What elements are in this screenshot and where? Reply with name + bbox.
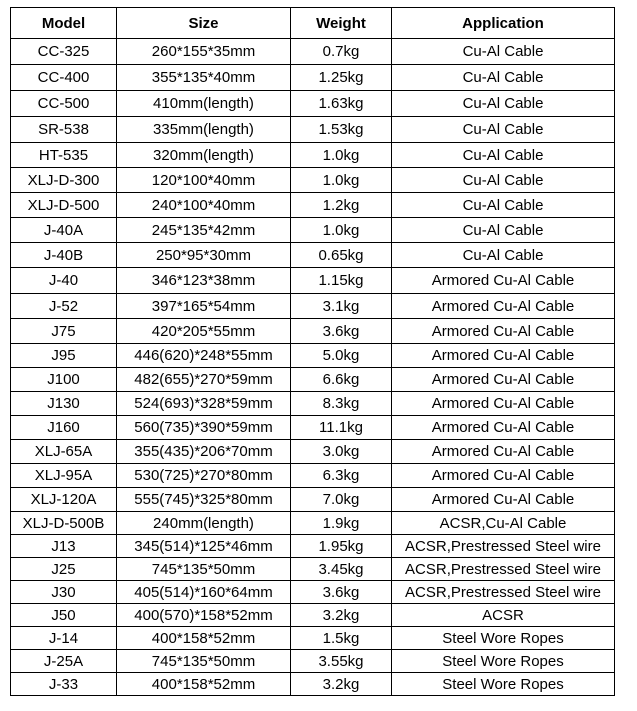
table-header xyxy=(11,8,615,39)
model-cell: J30 xyxy=(11,581,117,604)
size-cell: 420*205*55mm xyxy=(117,319,291,344)
size-cell: 400*158*52mm xyxy=(117,627,291,650)
model-cell: J-40B xyxy=(11,243,117,268)
application-cell: Cu-Al Cable xyxy=(392,168,615,193)
model-cell: J25 xyxy=(11,558,117,581)
model-cell: CC-400 xyxy=(11,65,117,91)
size-cell: 745*135*50mm xyxy=(117,558,291,581)
table-row xyxy=(11,512,615,535)
application-cell: Armored Cu-Al Cable xyxy=(392,319,615,344)
application-cell: Armored Cu-Al Cable xyxy=(392,368,615,392)
model-cell: J-52 xyxy=(11,294,117,319)
model-cell: J130 xyxy=(11,392,117,416)
weight-cell: 1.0kg xyxy=(291,218,392,243)
size-cell: 400(570)*158*52mm xyxy=(117,604,291,627)
header-size: Size xyxy=(117,8,291,39)
table-row xyxy=(11,143,615,168)
table-row xyxy=(11,39,615,65)
model-cell: XLJ-120A xyxy=(11,488,117,512)
model-cell: XLJ-D-500 xyxy=(11,193,117,218)
application-cell: ACSR,Prestressed Steel wire xyxy=(392,535,615,558)
table-row xyxy=(11,193,615,218)
size-cell: 530(725)*270*80mm xyxy=(117,464,291,488)
model-cell: J-33 xyxy=(11,673,117,696)
weight-cell: 1.2kg xyxy=(291,193,392,218)
table-row xyxy=(11,65,615,91)
table-row xyxy=(11,368,615,392)
size-cell: 397*165*54mm xyxy=(117,294,291,319)
size-cell: 346*123*38mm xyxy=(117,268,291,294)
application-cell: Cu-Al Cable xyxy=(392,117,615,143)
size-cell: 560(735)*390*59mm xyxy=(117,416,291,440)
weight-cell: 1.0kg xyxy=(291,168,392,193)
model-cell: J-40A xyxy=(11,218,117,243)
table-row xyxy=(11,604,615,627)
model-cell: XLJ-D-500B xyxy=(11,512,117,535)
size-cell: 245*135*42mm xyxy=(117,218,291,243)
table-row xyxy=(11,392,615,416)
model-cell: J75 xyxy=(11,319,117,344)
table-row xyxy=(11,673,615,696)
model-cell: J-25A xyxy=(11,650,117,673)
weight-cell: 1.25kg xyxy=(291,65,392,91)
model-cell: HT-535 xyxy=(11,143,117,168)
weight-cell: 1.53kg xyxy=(291,117,392,143)
weight-cell: 0.65kg xyxy=(291,243,392,268)
table-row xyxy=(11,168,615,193)
table-row xyxy=(11,344,615,368)
weight-cell: 3.2kg xyxy=(291,604,392,627)
table-row xyxy=(11,319,615,344)
application-cell: Cu-Al Cable xyxy=(392,243,615,268)
weight-cell: 6.3kg xyxy=(291,464,392,488)
model-cell: J100 xyxy=(11,368,117,392)
model-cell: J-14 xyxy=(11,627,117,650)
weight-cell: 11.1kg xyxy=(291,416,392,440)
application-cell: Steel Wore Ropes xyxy=(392,673,615,696)
weight-cell: 3.1kg xyxy=(291,294,392,319)
table-row xyxy=(11,268,615,294)
size-cell: 355*135*40mm xyxy=(117,65,291,91)
table-row xyxy=(11,627,615,650)
weight-cell: 3.55kg xyxy=(291,650,392,673)
weight-cell: 1.95kg xyxy=(291,535,392,558)
application-cell: Steel Wore Ropes xyxy=(392,650,615,673)
table-row xyxy=(11,440,615,464)
weight-cell: 0.7kg xyxy=(291,39,392,65)
application-cell: ACSR,Prestressed Steel wire xyxy=(392,558,615,581)
application-cell: Armored Cu-Al Cable xyxy=(392,488,615,512)
application-cell: Steel Wore Ropes xyxy=(392,627,615,650)
application-cell: ACSR,Prestressed Steel wire xyxy=(392,581,615,604)
model-cell: J13 xyxy=(11,535,117,558)
application-cell: ACSR,Cu-Al Cable xyxy=(392,512,615,535)
table-row xyxy=(11,218,615,243)
table-row xyxy=(11,535,615,558)
table-row xyxy=(11,243,615,268)
size-cell: 345(514)*125*46mm xyxy=(117,535,291,558)
application-cell: Armored Cu-Al Cable xyxy=(392,464,615,488)
application-cell: Cu-Al Cable xyxy=(392,65,615,91)
model-cell: XLJ-65A xyxy=(11,440,117,464)
size-cell: 482(655)*270*59mm xyxy=(117,368,291,392)
table-row xyxy=(11,488,615,512)
size-cell: 320mm(length) xyxy=(117,143,291,168)
application-cell: Armored Cu-Al Cable xyxy=(392,268,615,294)
size-cell: 260*155*35mm xyxy=(117,39,291,65)
application-cell: Cu-Al Cable xyxy=(392,39,615,65)
model-cell: XLJ-D-300 xyxy=(11,168,117,193)
application-cell: Cu-Al Cable xyxy=(392,143,615,168)
weight-cell: 3.45kg xyxy=(291,558,392,581)
weight-cell: 6.6kg xyxy=(291,368,392,392)
weight-cell: 3.6kg xyxy=(291,581,392,604)
model-cell: CC-325 xyxy=(11,39,117,65)
size-cell: 355(435)*206*70mm xyxy=(117,440,291,464)
table-row xyxy=(11,464,615,488)
size-cell: 745*135*50mm xyxy=(117,650,291,673)
model-cell: CC-500 xyxy=(11,91,117,117)
table-row xyxy=(11,581,615,604)
size-cell: 120*100*40mm xyxy=(117,168,291,193)
size-cell: 240mm(length) xyxy=(117,512,291,535)
size-cell: 335mm(length) xyxy=(117,117,291,143)
application-cell: Armored Cu-Al Cable xyxy=(392,440,615,464)
header-model: Model xyxy=(11,8,117,39)
size-cell: 410mm(length) xyxy=(117,91,291,117)
application-cell: Armored Cu-Al Cable xyxy=(392,416,615,440)
size-cell: 400*158*52mm xyxy=(117,673,291,696)
application-cell: Armored Cu-Al Cable xyxy=(392,294,615,319)
table-row xyxy=(11,558,615,581)
application-cell: Armored Cu-Al Cable xyxy=(392,392,615,416)
weight-cell: 3.2kg xyxy=(291,673,392,696)
table-body xyxy=(11,39,615,696)
model-cell: J-40 xyxy=(11,268,117,294)
weight-cell: 1.9kg xyxy=(291,512,392,535)
size-cell: 524(693)*328*59mm xyxy=(117,392,291,416)
application-cell: Cu-Al Cable xyxy=(392,193,615,218)
size-cell: 405(514)*160*64mm xyxy=(117,581,291,604)
model-cell: J160 xyxy=(11,416,117,440)
application-cell: Armored Cu-Al Cable xyxy=(392,344,615,368)
spec-table xyxy=(10,7,615,696)
header-application: Application xyxy=(392,8,615,39)
table-row xyxy=(11,650,615,673)
model-cell: SR-538 xyxy=(11,117,117,143)
model-cell: XLJ-95A xyxy=(11,464,117,488)
size-cell: 250*95*30mm xyxy=(117,243,291,268)
model-cell: J95 xyxy=(11,344,117,368)
weight-cell: 7.0kg xyxy=(291,488,392,512)
size-cell: 446(620)*248*55mm xyxy=(117,344,291,368)
weight-cell: 3.6kg xyxy=(291,319,392,344)
header-weight: Weight xyxy=(291,8,392,39)
weight-cell: 1.5kg xyxy=(291,627,392,650)
header-row xyxy=(11,8,615,39)
application-cell: ACSR xyxy=(392,604,615,627)
size-cell: 555(745)*325*80mm xyxy=(117,488,291,512)
weight-cell: 1.15kg xyxy=(291,268,392,294)
weight-cell: 5.0kg xyxy=(291,344,392,368)
table-row xyxy=(11,117,615,143)
weight-cell: 1.63kg xyxy=(291,91,392,117)
weight-cell: 8.3kg xyxy=(291,392,392,416)
application-cell: Cu-Al Cable xyxy=(392,218,615,243)
size-cell: 240*100*40mm xyxy=(117,193,291,218)
weight-cell: 3.0kg xyxy=(291,440,392,464)
table-row xyxy=(11,294,615,319)
model-cell: J50 xyxy=(11,604,117,627)
weight-cell: 1.0kg xyxy=(291,143,392,168)
table-row xyxy=(11,416,615,440)
application-cell: Cu-Al Cable xyxy=(392,91,615,117)
table-row xyxy=(11,91,615,117)
